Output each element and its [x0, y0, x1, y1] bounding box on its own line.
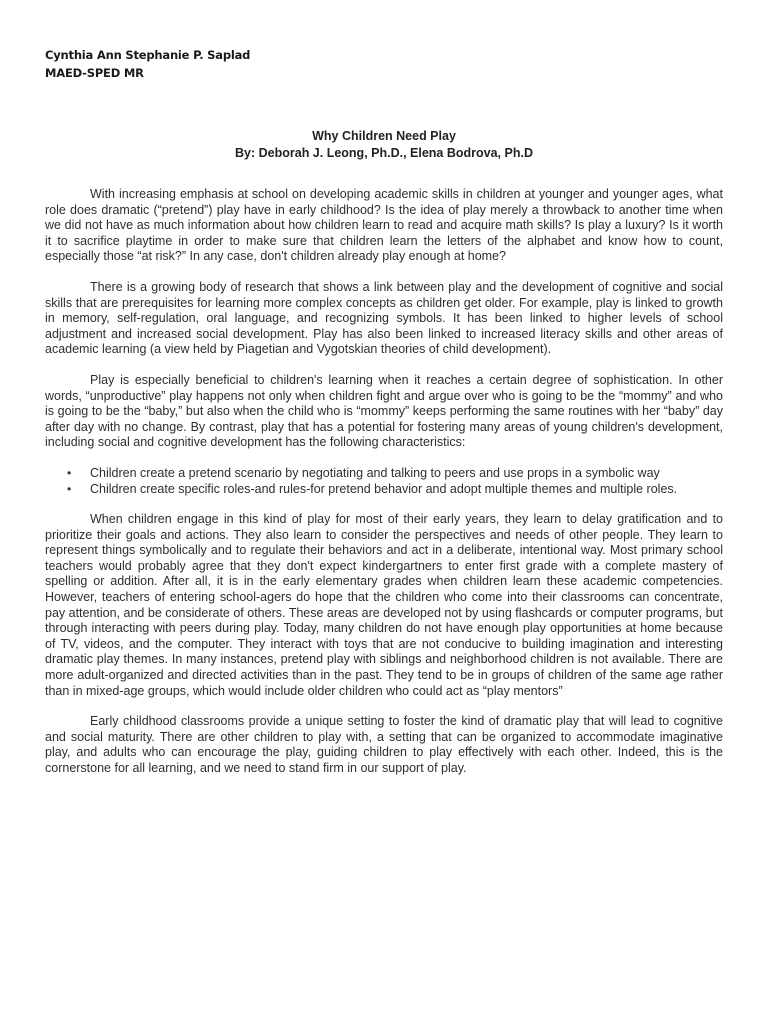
bullet-icon: • [67, 465, 72, 480]
list-item [45, 482, 723, 498]
list-item-text: Children create specific roles-and rules-for pretend behavior and adopt multiple themes and multiple roles. [90, 481, 678, 496]
bullet-icon: • [67, 481, 72, 496]
article-title: Why Children Need Play [312, 129, 456, 143]
article-heading [45, 128, 723, 162]
document-header [45, 46, 723, 82]
article-byline: By: Deborah J. Leong, Ph.D., Elena Bodrova, Ph.D [235, 146, 533, 160]
list-item [45, 466, 723, 482]
paragraph: There is a growing body of research that shows a link between play and the development of cognitive and social skills that are prerequisites for learning more complex concepts as children get older. For example, play is linked to growth in memory, self-regulation, oral language, and recognizing symbols. It has been linked to higher levels of school adjustment and increased social development. Play has also been linked to increased literacy skills and other areas of academic learning (a view held by Piagetian and Vygotskian theories of child development). [45, 279, 723, 357]
article-body [45, 187, 723, 777]
paragraph: With increasing emphasis at school on developing academic skills in children at younger and younger ages, what role does dramatic (“pretend”) play have in early childhood? Is the idea of play merely a throwback to another time when we did not have as much information about how children learn to read and acquire math skills? Is play a luxury? Is it worth it to sacrifice playtime in order to make sure that children learn the letters of the alphabet and know how to count, especially those “at risk?” In any case, don't children already play enough at home? [45, 187, 723, 264]
list-item-text: Children create a pretend scenario by negotiating and talking to peers and use props in a symbolic way [90, 465, 660, 480]
program-name: MAED-SPED MR [45, 66, 144, 80]
paragraph: When children engage in this kind of play for most of their early years, they learn to delay gratification and to prioritize their goals and actions. They also learn to consider the perspectives and needs of other people. They learn to represent things symbolically and to regulate their behaviors and act in a deliberate, intentional way. Most primary school teachers would probably agree that they don't expect kindergartners to enter first grade with a complete mastery of spelling or addition. After all, it is in the early elementary grades when children learn these academic competencies. However, teachers of entering school-agers do hope that the children who come into their classrooms can concentrate, pay attention, and be considerate of others. These areas are developed not by using flashcards or computer programs, but through interacting with peers during play. Today, many children do not have enough play opportunities at home because of TV, videos, and the computer. They interact with toys that are not conducive to building imagination and interesting dramatic play themes. In many instances, pretend play with siblings and neighborhood children is not available. There are more adult-organized and directed activities than in the past. They tend to be in groups of children of the same age rather than in mixed-age groups, which would include older children who could act as “play mentors” [45, 512, 723, 698]
author-name: Cynthia Ann Stephanie P. Saplad [45, 48, 251, 62]
paragraph: Early childhood classrooms provide a unique setting to foster the kind of dramatic play that will lead to cognitive and social maturity. There are other children to play with, a setting that can be organized to accommodate imaginative play, and adults who can encourage the play, guiding children to play effectively with each other. Indeed, this is the cornerstone for all learning, and we need to stand firm in our support of play. [45, 714, 723, 775]
paragraph: Play is especially beneficial to children's learning when it reaches a certain degree of sophistication. In other words, “unproductive” play happens not only when children fight and argue over who is going to be the “mommy” and who is going to be the “baby,” but also when the child who is “mommy” keeps performing the same routines with her “baby” day after day with no change. By contrast, play that has a potential for fostering many areas of young children's development, including social and cognitive development has the following characteristics: [45, 372, 723, 450]
characteristics-list [45, 466, 723, 497]
